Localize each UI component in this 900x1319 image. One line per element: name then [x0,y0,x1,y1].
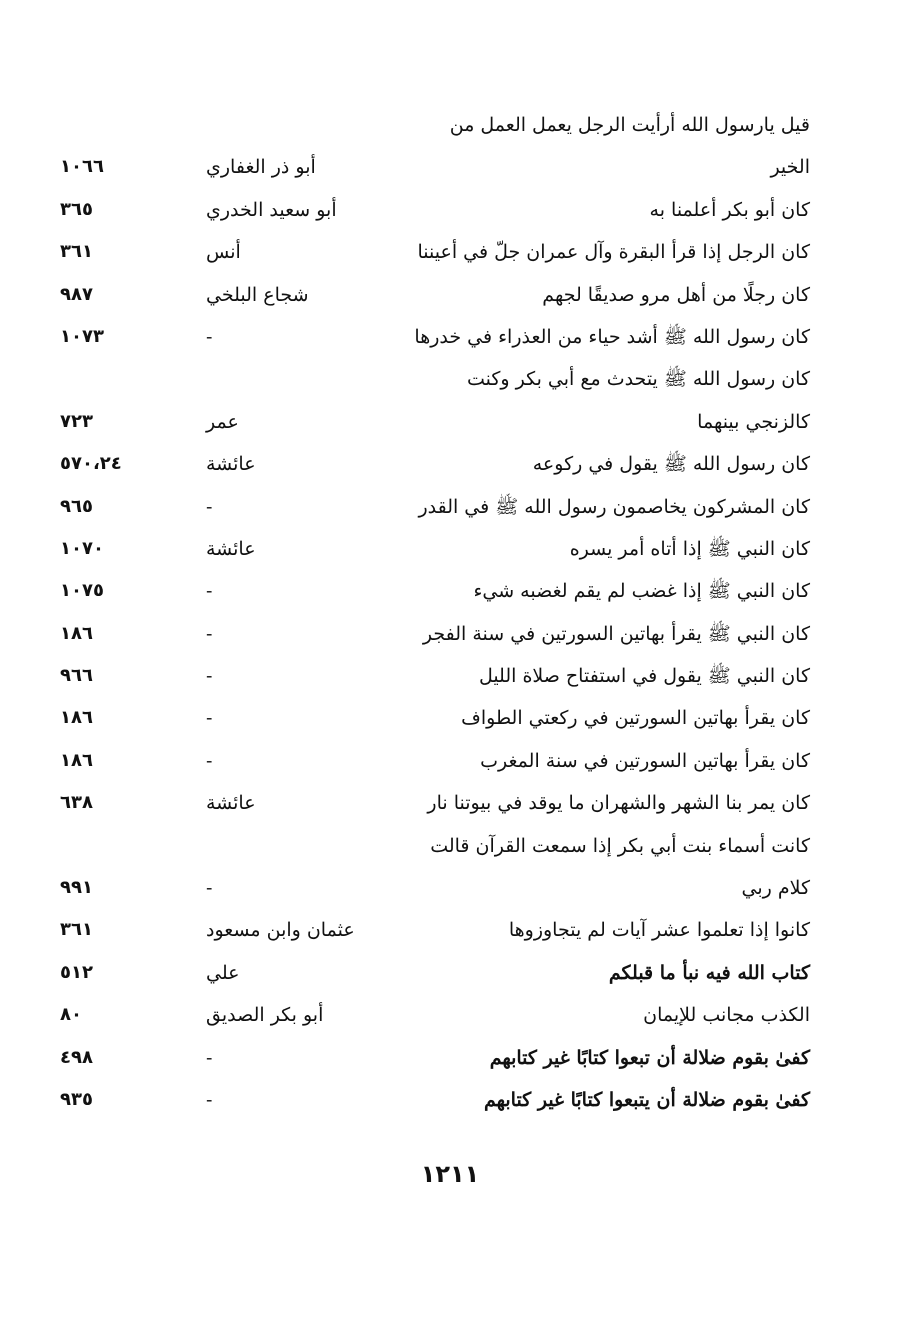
narrator: عائشة [206,537,256,560]
narrator: - [206,622,213,645]
page-ref: ١٠٦٦ [60,156,104,178]
hadith-text: كفىٰ بقوم ضلالة أن يتبعوا كتابًا غير كتابهم [483,1088,810,1111]
hadith-text: كتاب الله فيه نبأ ما قبلكم [608,961,810,984]
index-row [60,316,810,358]
hadith-text: كان رسول الله ﷺ أشد حياء من العذراء في خدرها [414,325,810,348]
narrator: عائشة [206,453,256,476]
narrator: - [206,707,213,730]
index-row [60,867,810,909]
hadith-text: قيل يارسول الله أرأيت الرجل يعمل العمل من [449,114,810,136]
page-ref: ٩٦٥ [60,495,93,517]
index-row [60,401,810,443]
narrator: - [206,665,213,688]
page-ref: ٩٨٧ [60,283,93,305]
hadith-text: كان رجلًا من أهل مرو صديقًا لجهم [542,283,810,306]
narrator: - [206,1088,213,1111]
index-row [60,994,810,1036]
hadith-text: كان يقرأ بهاتين السورتين في ركعتي الطواف [461,707,810,730]
hadith-text: كالزنجي بينهما [697,410,810,433]
page-ref: ١٠٧٠ [60,537,104,559]
hadith-text: كان رسول الله ﷺ يتحدث مع أبي بكر وكنت [466,368,810,391]
page-ref: ٣٦٥ [60,198,93,220]
index-row [60,274,810,316]
hadith-text: الخير [770,156,810,179]
page-ref: ٩٩١ [60,877,93,899]
index-row [60,104,810,146]
page-ref: ١٠٧٣ [60,325,104,347]
narrator: - [206,749,213,772]
index-row [60,231,810,273]
narrator: أبو بكر الصديق [206,1004,324,1027]
index-table [60,104,810,1121]
narrator: - [206,580,213,603]
hadith-text: كان النبي ﷺ يقول في استفتاح صلاة الليل [478,665,810,688]
narrator: - [206,877,213,900]
narrator: عائشة [206,792,256,815]
hadith-text: كان النبي ﷺ إذا غضب لم يقم لغضبه شيء [473,580,810,603]
index-row [60,486,810,528]
page-ref: ٤٩٨ [60,1046,93,1068]
hadith-text: كان يقرأ بهاتين السورتين في سنة المغرب [480,749,810,772]
narrator: أبو ذر الغفاري [206,156,316,179]
index-row [60,697,810,739]
index-row [60,1079,810,1121]
hadith-text: كان رسول الله ﷺ يقول في ركوعه [532,453,810,476]
page-ref: ٥١٢ [60,961,93,983]
page-ref: ١٨٦ [60,622,93,644]
narrator: عثمان وابن مسعود [206,919,355,942]
index-row [60,825,810,867]
index-row [60,358,810,400]
hadith-text: الكذب مجانب للإيمان [643,1004,810,1027]
hadith-text: كانت أسماء بنت أبي بكر إذا سمعت القرآن قالت [430,834,810,857]
index-row [60,570,810,612]
hadith-text: كان يمر بنا الشهر والشهران ما يوقد في بيوتنا نار [427,792,810,815]
narrator: - [206,495,213,518]
narrator: - [206,1046,213,1069]
narrator: أبو سعيد الخدري [206,198,337,221]
index-row [60,782,810,824]
hadith-text: كان النبي ﷺ يقرأ بهاتين السورتين في سنة الفجر [422,622,810,645]
index-row [60,909,810,951]
index-row [60,528,810,570]
narrator: علي [206,961,240,984]
hadith-text: كلام ربي [741,877,810,900]
index-row [60,740,810,782]
index-row [60,146,810,188]
index-row [60,189,810,231]
hadith-text: كان النبي ﷺ إذا أتاه أمر يسره [569,537,810,560]
page-ref: ٩٦٦ [60,665,93,687]
page-ref: ٣٦١ [60,919,93,941]
hadith-text: كان أبو بكر أعلمنا به [649,198,810,221]
hadith-text: كفىٰ بقوم ضلالة أن تبعوا كتابًا غير كتابهم [489,1046,810,1069]
page-number: ١٢١١ [420,1160,480,1188]
narrator: عمر [206,410,239,433]
page-ref: ٩٣٥ [60,1088,93,1110]
page-ref: ٥٧٠،٢٤ [60,453,122,475]
index-row [60,655,810,697]
page-ref: ٨٠ [60,1004,82,1026]
narrator: أنس [206,241,241,264]
page-ref: ١٠٧٥ [60,580,104,602]
hadith-text: كان المشركون يخاصمون رسول الله ﷺ في القدر [418,495,810,518]
narrator: - [206,325,213,348]
index-row [60,443,810,485]
index-row [60,1037,810,1079]
page-ref: ١٨٦ [60,749,93,771]
index-row [60,613,810,655]
narrator: شجاع البلخي [206,283,309,306]
page-ref: ٦٣٨ [60,792,93,814]
page-ref: ٧٢٣ [60,410,93,432]
hadith-text: كانوا إذا تعلموا عشر آيات لم يتجاوزوها [508,919,810,942]
page-ref: ٣٦١ [60,241,93,263]
page-ref: ١٨٦ [60,707,93,729]
hadith-text: كان الرجل إذا قرأ البقرة وآل عمران جلّ في أعيننا [417,241,810,264]
index-row [60,952,810,994]
